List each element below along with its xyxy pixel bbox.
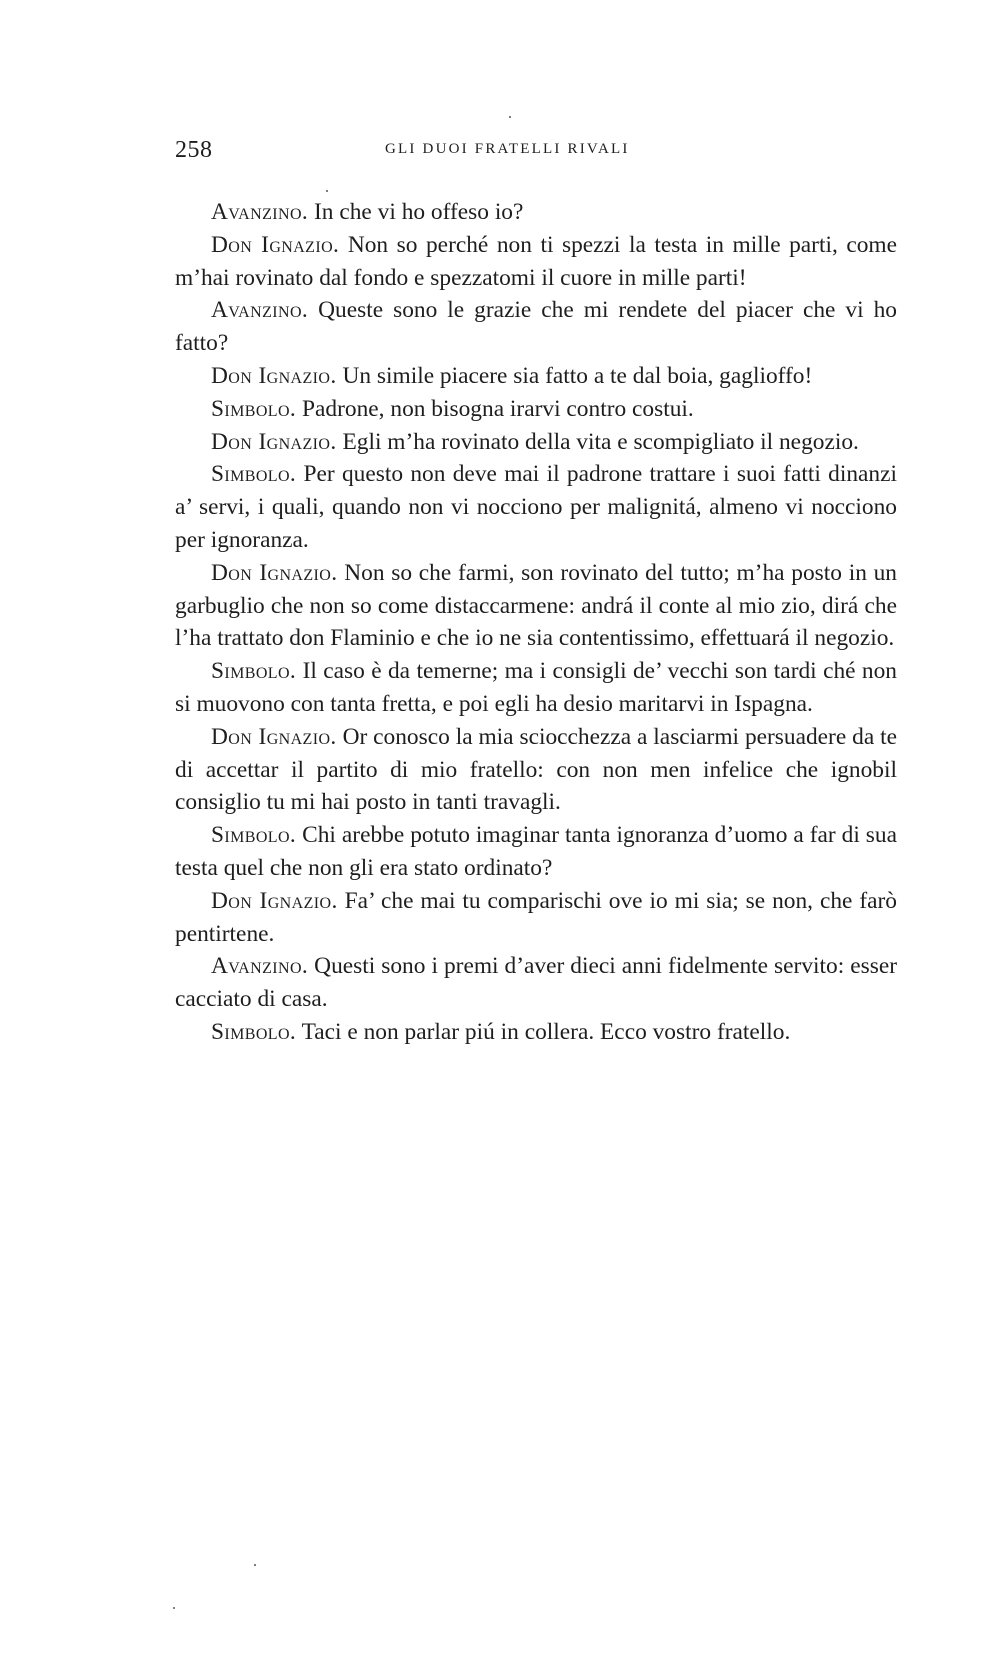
page-header	[175, 137, 895, 177]
speech-text: Or conosco la mia sciocchezza a lasciarmi persuadere da te di accettar il partito di mio fratello: con non men infelice che ignobil consiglio tu mi hai posto in tanti travagli.	[175, 723, 897, 816]
speaker-name: Don Ignazio.	[211, 362, 337, 389]
speech-line	[175, 393, 897, 426]
speaker-name: Simbolo.	[211, 658, 297, 685]
speaker-name: Don Ignazio.	[211, 887, 338, 914]
speech-text: In che vi ho offeso io?	[314, 199, 524, 225]
speech-text: Non so che farmi, son rovinato del tutto; m’ha posto in un garbuglio che non so come distaccarmene: andrá il conte al mio zio, dirá che l’ha trattato don Flaminio e che io ne sia contentissimo, effettuará il negozio.	[175, 559, 898, 652]
speech-line	[175, 885, 897, 951]
speaker-name: Simbolo.	[211, 1018, 297, 1045]
speech-text: Il caso è da temerne; ma i consigli de’ vecchi son tardi ché non si muovono con tanta fretta, e poi egli ha desio maritarvi in Ispagna.	[175, 658, 898, 717]
running-title: GLI DUOI FRATELLI RIVALI	[385, 141, 630, 157]
speaker-name: Don Ignazio.	[211, 428, 337, 455]
speaker-name: Simbolo.	[211, 461, 297, 488]
speech-line	[175, 655, 897, 721]
speech-line	[175, 557, 897, 655]
page-number: 258	[175, 137, 213, 163]
speaker-name: Don Ignazio.	[211, 231, 340, 258]
speech-line	[175, 458, 897, 556]
speech-line	[175, 950, 897, 1016]
speech-line	[175, 229, 897, 295]
speech-text: Non so perché non ti spezzi la testa in mille parti, come m’hai rovinato dal fondo e spezzatomi il cuore in mille parti!	[175, 231, 897, 291]
speech-line	[175, 1016, 897, 1049]
speech-line	[175, 721, 897, 819]
speech-line	[175, 294, 897, 360]
speaker-name: Avanzino.	[211, 297, 309, 324]
speech-line	[175, 360, 897, 393]
dialogue-body	[175, 196, 897, 1049]
speaker-name: Avanzino.	[211, 953, 309, 980]
scan-speck	[326, 190, 328, 192]
speaker-name: Don Ignazio.	[211, 723, 337, 750]
speech-text: Queste sono le grazie che mi rendete del piacer che vi ho fatto?	[175, 297, 897, 357]
speaker-name: Don Ignazio.	[211, 559, 338, 586]
speech-text: Padrone, non bisogna irarvi contro costui.	[302, 395, 694, 422]
speaker-name: Simbolo.	[211, 822, 297, 849]
speech-text: Per questo non deve mai il padrone trattare i suoi fatti dinanzi a’ servi, i quali, quando non vi nocciono per malignitá, almeno vi nocciono per ignoranza.	[175, 461, 897, 553]
scan-speck	[254, 1564, 256, 1566]
speaker-name: Simbolo.	[211, 395, 297, 422]
scan-speck	[509, 116, 511, 118]
speech-line	[175, 196, 897, 229]
speaker-name: Avanzino.	[211, 199, 309, 225]
speech-text: Chi arebbe potuto imaginar tanta ignoranza d’uomo a far di sua testa quel che non gli era stato ordinato?	[175, 822, 897, 881]
speech-line	[175, 819, 897, 885]
scan-speck	[173, 1607, 175, 1609]
speech-text: Egli m’ha rovinato della vita e scompigliato il negozio.	[342, 428, 859, 455]
speech-text: Questi sono i premi d’aver dieci anni fidelmente servito: esser cacciato di casa.	[175, 953, 897, 1013]
speech-text: Taci e non parlar piú in collera. Ecco vostro fratello.	[301, 1018, 791, 1045]
speech-text: Un simile piacere sia fatto a te dal boia, gaglioffo!	[342, 362, 813, 389]
speech-text: Fa’ che mai tu comparischi ove io mi sia; se non, che farò pentirtene.	[175, 887, 897, 947]
speech-line	[175, 426, 897, 459]
